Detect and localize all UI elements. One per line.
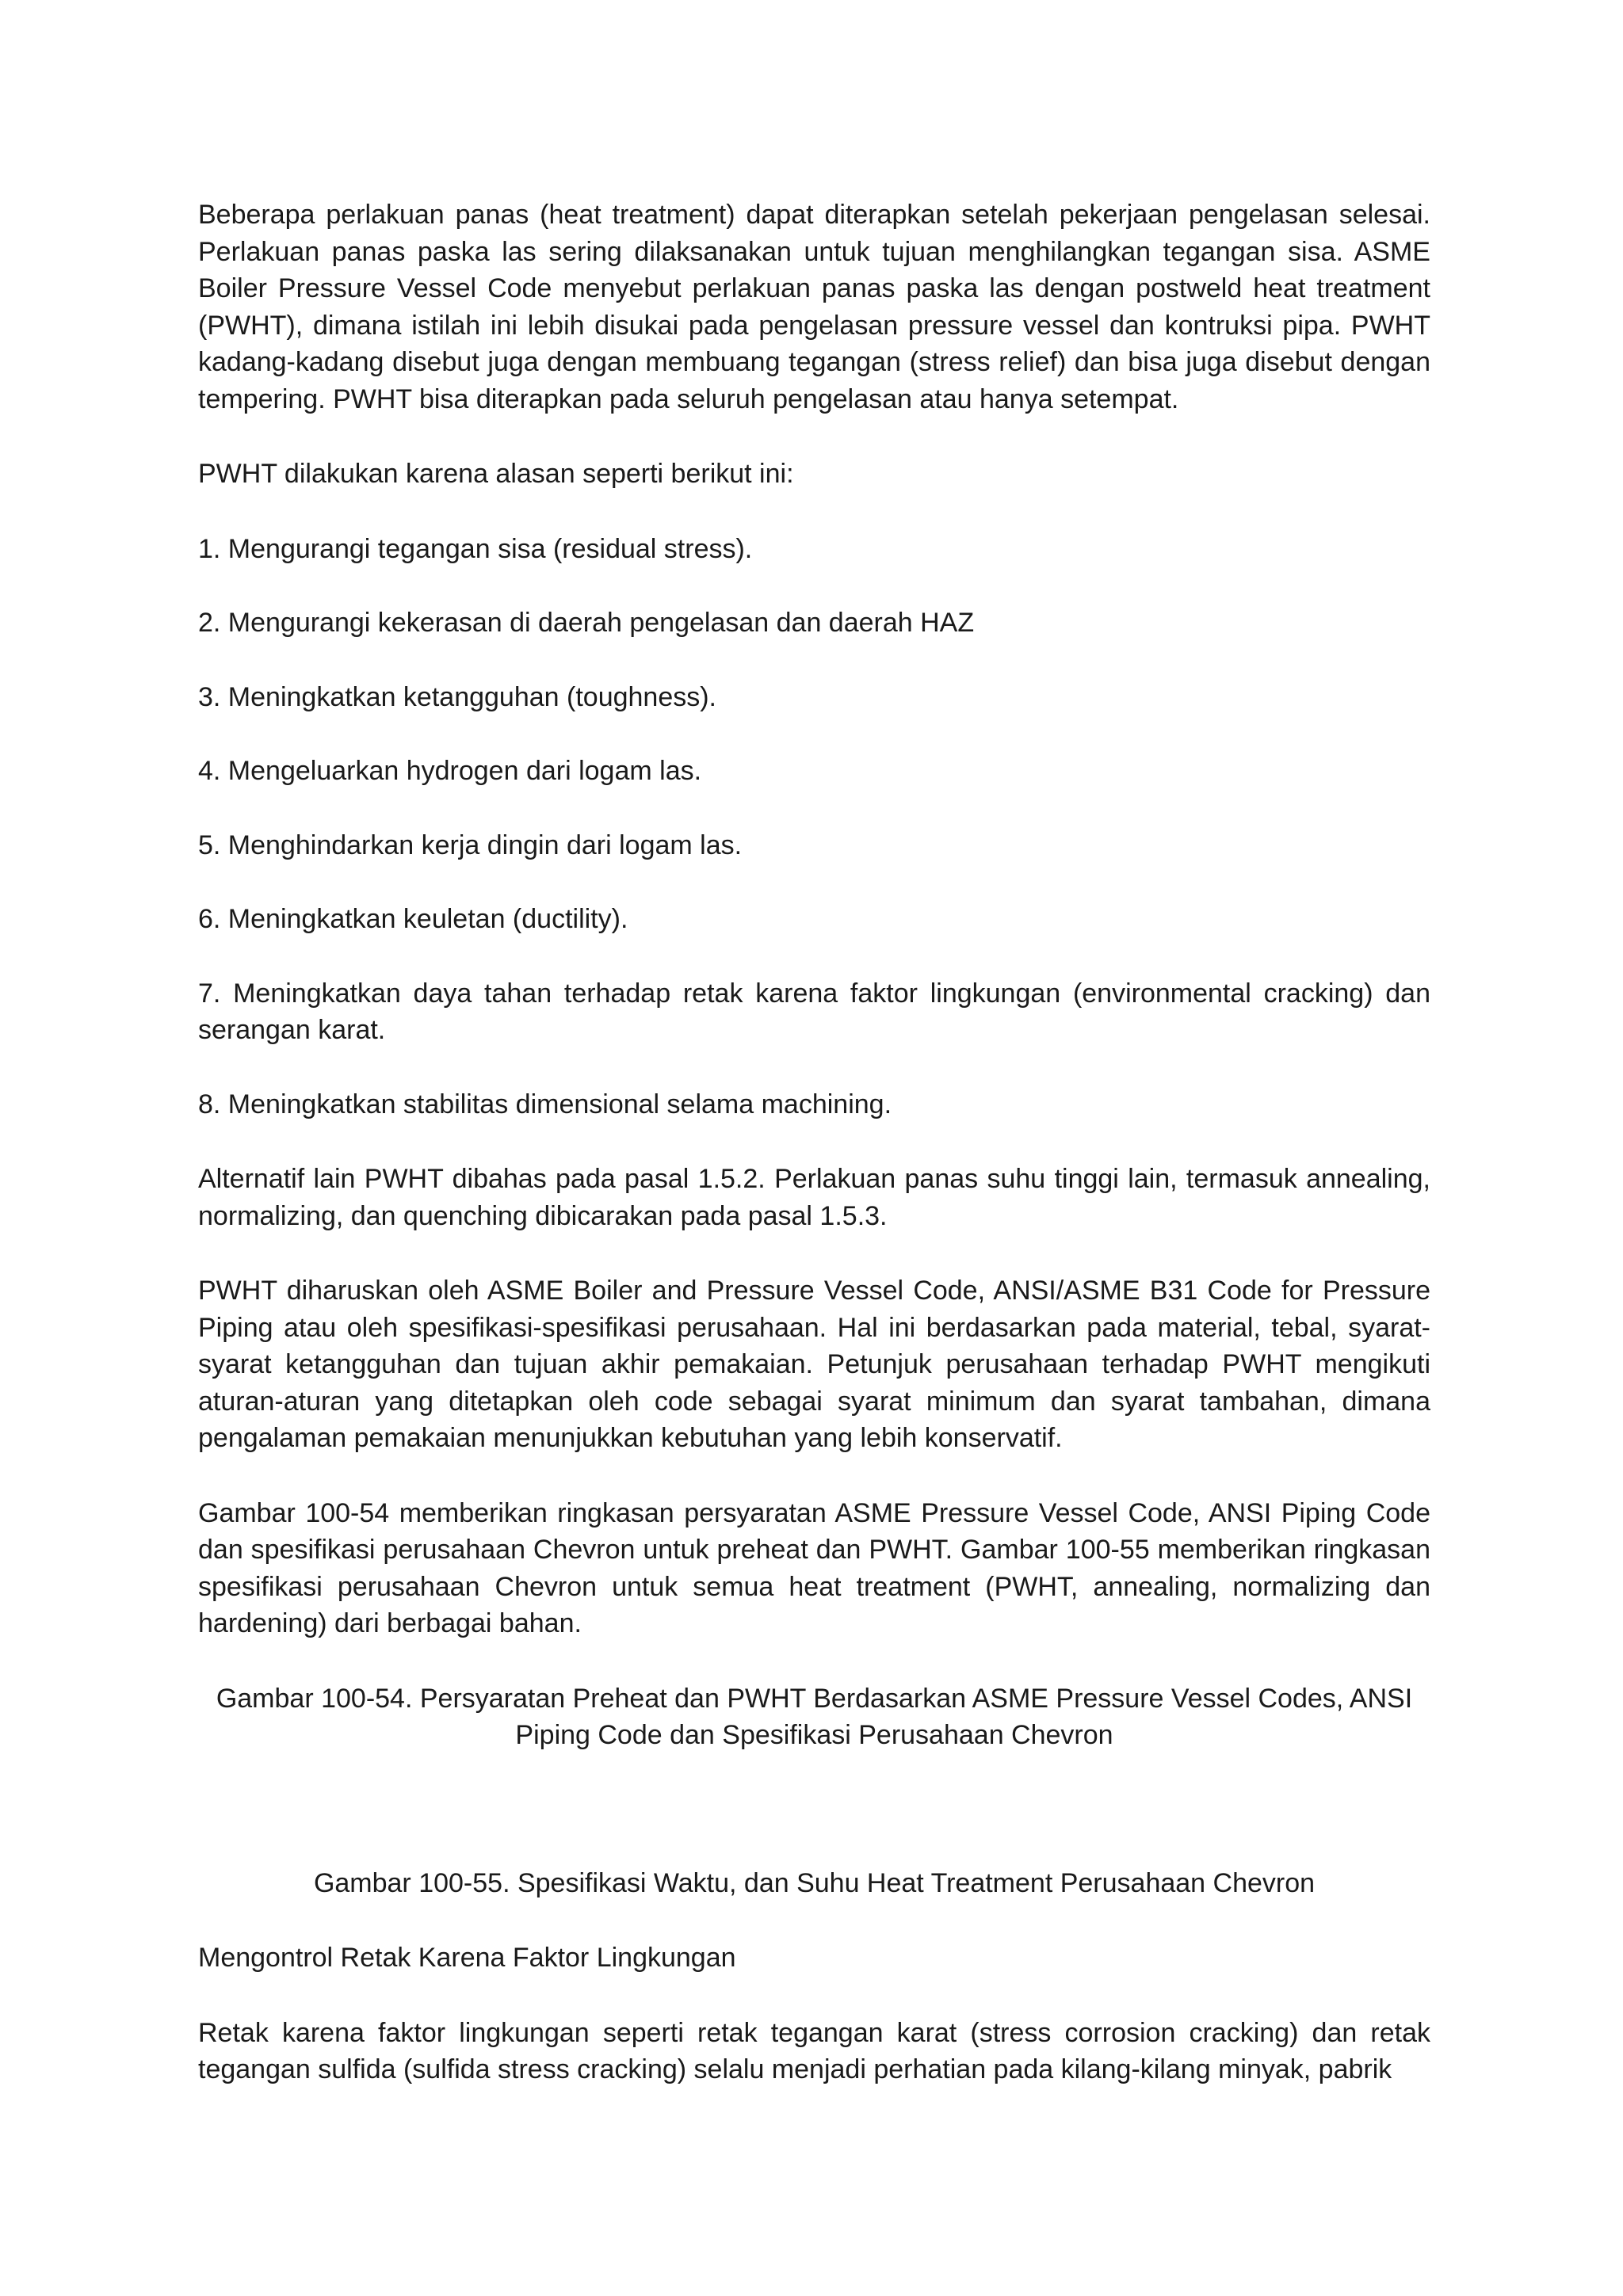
environmental-cracking-paragraph: Retak karena faktor lingkungan seperti retak tegangan karat (stress corrosion cracking) dan retak tegangan sulfida (sulfida stress cracking) selalu menjadi perhatian pada kilang-kilang minyak, pabrik — [198, 2017, 1430, 2084]
section-heading: Mengontrol Retak Karena Faktor Lingkungan — [198, 1943, 736, 1973]
reason-item-8: 8. Meningkatkan stabilitas dimensional selama machining. — [198, 1089, 892, 1119]
figure-100-54-caption-line-1: Gambar 100-54. Persyaratan Preheat dan PWHT Berdasarkan ASME Pressure Vessel Codes, ANSI — [216, 1683, 1413, 1714]
reason-item-5: 5. Menghindarkan kerja dingin dari logam las. — [198, 830, 743, 860]
figure-100-54-caption-line-2: Piping Code dan Spesifikasi Perusahaan Chevron — [515, 1720, 1113, 1750]
reason-item-7: 7. Meningkatkan daya tahan terhadap retak karena faktor lingkungan (environmental cracking) dan serangan karat. — [198, 978, 1430, 1045]
figure-summary-paragraph: Gambar 100-54 memberikan ringkasan persyaratan ASME Pressure Vessel Code, ANSI Piping Code dan spesifikasi perusahaan Chevron untuk preheat dan PWHT. Gambar 100-55 memberikan ringkasan spesifikasi perusahaan Chevron untuk semua heat treatment (PWHT, annealing, normalizing dan hardening) dari berbagai bahan. — [198, 1497, 1430, 1638]
figure-100-54-caption — [198, 1680, 1430, 1754]
document-page — [198, 196, 1430, 2088]
reason-item-1: 1. Mengurangi tegangan sisa (residual stress). — [198, 533, 753, 564]
reason-item-2: 2. Mengurangi kekerasan di daerah pengelasan dan daerah HAZ — [198, 608, 975, 638]
alternative-paragraph: Alternatif lain PWHT dibahas pada pasal 1.5.2. Perlakuan panas suhu tinggi lain, termasuk annealing, normalizing, dan quenching dibicarakan pada pasal 1.5.3. — [198, 1164, 1430, 1231]
requirement-paragraph: PWHT diharuskan oleh ASME Boiler and Pressure Vessel Code, ANSI/ASME B31 Code for Pressure Piping atau oleh spesifikasi-spesifikasi perusahaan. Hal ini berdasarkan pada material, tebal, syarat-syarat ketangguhan dan tujuan akhir pemakaian. Petunjuk perusahaan terhadap PWHT mengikuti aturan-aturan yang ditetapkan oleh code sebagai syarat minimum dan syarat tambahan, dimana pengalaman pemakaian menunjukkan kebutuhan yang lebih konservatif. — [198, 1276, 1430, 1453]
intro-paragraph: Beberapa perlakuan panas (heat treatment) dapat diterapkan setelah pekerjaan pengelasan selesai. Perlakuan panas paska las sering dilaksanakan untuk tujuan menghilangkan tegangan sisa. ASME Boiler Pressure Vessel Code menyebut perlakuan panas paska las dengan postweld heat treatment (PWHT), dimana istilah ini lebih disukai pada pengelasan pressure vessel dan kontruksi pipa. PWHT kadang-kadang disebut juga dengan membuang tegangan (stress relief) dan bisa juga disebut dengan tempering. PWHT bisa diterapkan pada seluruh pengelasan atau hanya setempat. — [198, 200, 1430, 414]
reason-item-4: 4. Mengeluarkan hydrogen dari logam las. — [198, 756, 702, 786]
figure-100-55-caption: Gambar 100-55. Spesifikasi Waktu, dan Suhu Heat Treatment Perusahaan Chevron — [313, 1867, 1316, 1898]
reasons-intro: PWHT dilakukan karena alasan seperti berikut ini: — [198, 459, 794, 489]
reason-item-6: 6. Meningkatkan keuletan (ductility). — [198, 904, 628, 934]
reason-item-3: 3. Meningkatkan ketangguhan (toughness). — [198, 681, 717, 712]
